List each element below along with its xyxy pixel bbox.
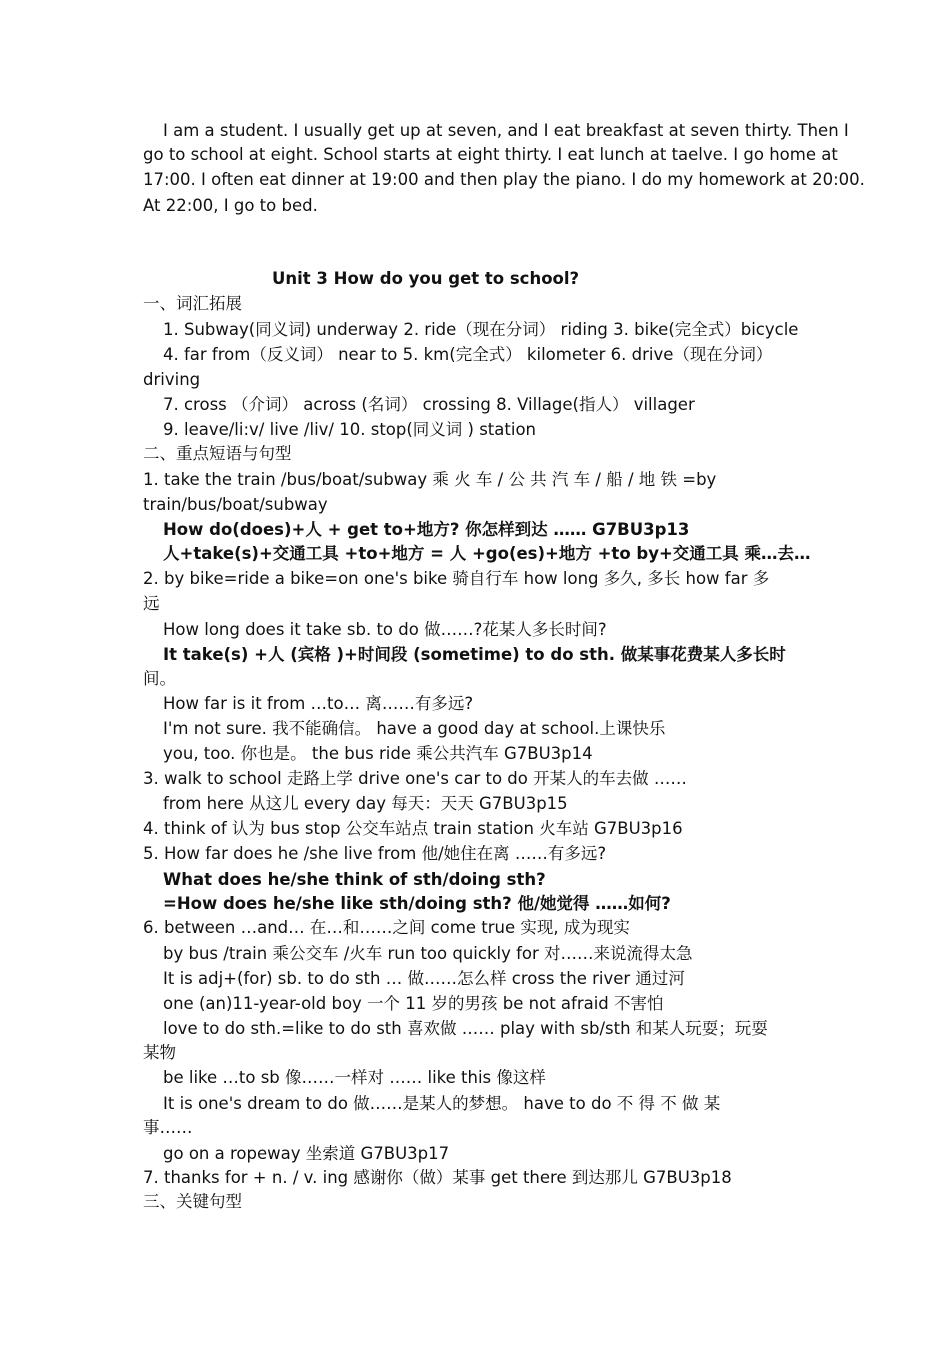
phrase-line: love to do sth.=like to do sth 喜欢做 …… play with sb/sth 和某人玩耍；玩耍 — [163, 1019, 768, 1038]
intro-line: I am a student. I usually get up at seven, and I eat breakfast at seven thirty. Then I — [163, 121, 849, 140]
phrase-line: How far is it from …to… 离……有多远? — [163, 694, 474, 713]
phrase-line: 间。 — [143, 669, 176, 688]
phrase-line: be like …to sb 像……一样对 …… like this 像这样 — [163, 1068, 546, 1087]
phrase-line: 某物 — [143, 1043, 176, 1062]
phrase-line: How do(does)+人 + get to+地方? 你怎样到达 …… G7BU3p13 — [163, 520, 690, 539]
phrase-line: go on a ropeway 坐索道 G7BU3p17 — [163, 1144, 450, 1163]
intro-line: go to school at eight. School starts at eight thirty. I eat lunch at taelve. I go home at — [143, 145, 838, 164]
phrase-line: 7. thanks for + n. / v. ing 感谢你（做）某事 get there 到达那儿 G7BU3p18 — [143, 1168, 732, 1187]
section-heading: 三、关键句型 — [143, 1192, 242, 1211]
phrase-line: It take(s) +人 (宾格 )+时间段 (sometime) to do sth. 做某事花费某人多长时 — [163, 645, 786, 664]
phrase-line: How long does it take sb. to do 做……?花某人多长时间? — [163, 620, 607, 639]
intro-line: 17:00. I often eat dinner at 19:00 and then play the piano. I do my homework at 20:00. — [143, 170, 865, 189]
phrase-line: 事…… — [143, 1118, 193, 1137]
intro-line: At 22:00, I go to bed. — [143, 196, 318, 215]
phrase-line: 3. walk to school 走路上学 drive one's car to do 开某人的车去做 …… — [143, 769, 687, 788]
phrase-line: What does he/she think of sth/doing sth? — [163, 870, 546, 889]
phrase-line: 远 — [143, 594, 160, 613]
phrase-line: one (an)11-year-old boy 一个 11 岁的男孩 be not afraid 不害怕 — [163, 994, 664, 1013]
vocab-line: driving — [143, 370, 201, 389]
phrase-line: 4. think of 认为 bus stop 公交车站点 train station 火车站 G7BU3p16 — [143, 819, 683, 838]
section-heading: 一、词汇拓展 — [143, 294, 242, 313]
vocab-line: 9. leave/li:v/ live /liv/ 10. stop(同义词 ) station — [163, 420, 536, 439]
phrase-line: 人+take(s)+交通工具 +to+地方 = 人 +go(es)+地方 +to by+交通工具 乘…去… — [163, 544, 811, 563]
phrase-line: by bus /train 乘公交车 /火车 run too quickly for 对……来说流得太急 — [163, 944, 693, 963]
phrase-line: It is one's dream to do 做……是某人的梦想。 have to do 不 得 不 做 某 — [163, 1094, 721, 1113]
phrase-line: 6. between …and… 在…和……之间 come true 实现, 成为现实 — [143, 918, 630, 937]
phrase-line: you, too. 你也是。 the bus ride 乘公共汽车 G7BU3p14 — [163, 744, 593, 763]
phrase-line: 1. take the train /bus/boat/subway 乘 火 车 / 公 共 汽 车 / 船 / 地 铁 =by — [143, 470, 717, 489]
phrase-line: train/bus/boat/subway — [143, 495, 328, 514]
vocab-line: 1. Subway(同义词) underway 2. ride（现在分词） riding 3. bike(完全式）bicycle — [163, 320, 799, 339]
phrase-line: It is adj+(for) sb. to do sth … 做……怎么样 cross the river 通过河 — [163, 969, 685, 988]
phrase-line: 5. How far does he /she live from 他/她住在离 ……有多远? — [143, 844, 607, 863]
vocab-line: 7. cross （介词） across (名词） crossing 8. Village(指人） villager — [163, 395, 695, 414]
phrase-line: =How does he/she like sth/doing sth? 他/她觉得 ……如何? — [163, 894, 671, 913]
unit-title: Unit 3 How do you get to school? — [272, 269, 580, 288]
phrase-line: I'm not sure. 我不能确信。 have a good day at school.上课快乐 — [163, 719, 666, 738]
phrase-line: from here 从这儿 every day 每天：天天 G7BU3p15 — [163, 794, 568, 813]
phrase-line: 2. by bike=ride a bike=on one's bike 骑自行车 how long 多久, 多长 how far 多 — [143, 569, 770, 588]
vocab-line: 4. far from（反义词） near to 5. km(完全式） kilometer 6. drive（现在分词） — [163, 345, 773, 364]
section-heading: 二、重点短语与句型 — [143, 444, 292, 463]
